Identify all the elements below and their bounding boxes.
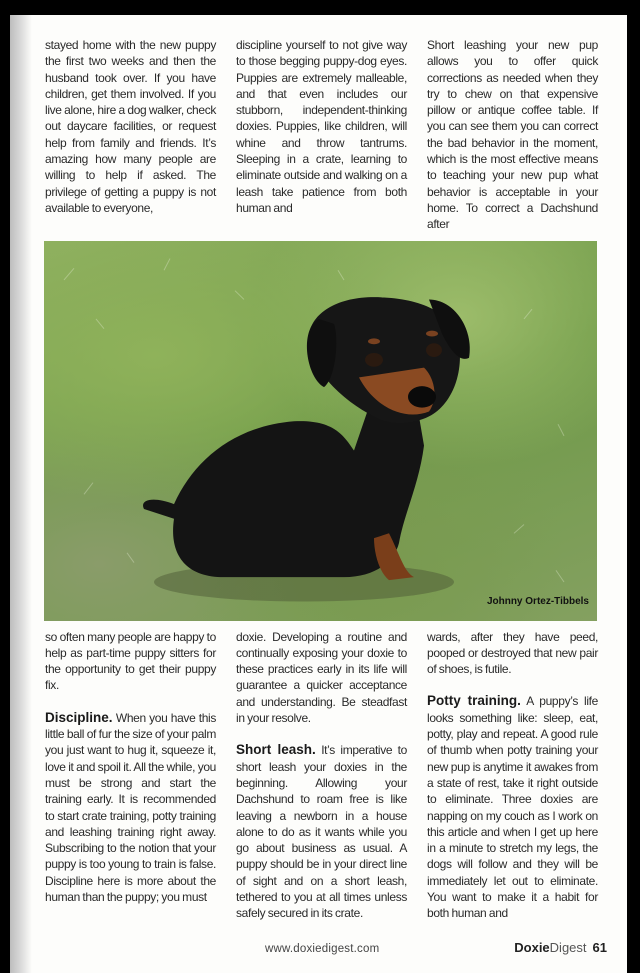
brand-bold: Doxie	[514, 939, 550, 955]
paragraph: discipline yourself to not give way to those begging puppy-dog eyes. Puppies are extremely malleable, and that even includes our stubborn, independent-thinking doxies. Puppies, like children, will whine and throw tantrums. Sleeping in a crate, learning to eliminate outside and walking on a leash take patience from both human and	[236, 38, 407, 215]
paragraph: doxie. Developing a routine and continually exposing your doxie to these practices early in its life will guarantee a quicker acceptance and understanding. Be steadfast in your resolve.	[236, 629, 407, 726]
column-3-bottom	[427, 629, 598, 922]
column-2-top	[236, 37, 407, 233]
top-columns	[45, 37, 627, 233]
dachshund-puppy-photo	[44, 241, 597, 621]
paragraph: wards, after they have peed, pooped or destroyed that new pair of shoes, is futile.	[427, 629, 598, 677]
website-url: www.doxiedigest.com	[265, 942, 380, 955]
paragraph: so often many people are happy to help as part-time puppy sitters for the opportunity to get their puppy fix.	[45, 629, 216, 693]
section-body: A puppy’s life looks something like: sleep, eat, potty, play and repeat. A good rule of thumb when potty training your new pup is anytime it awakes from a state of rest, take it right outside to eliminate. Three doxies are napping on my couch as I work on this article and when I get up here in a minute to stretch my legs, the dogs will follow and they will be immediately let out to eliminate. You want to make it a habit for both human and	[427, 694, 598, 921]
bottom-columns	[45, 629, 627, 922]
paragraph: Short leashing your new pup allows you to offer quick corrections as needed when they try to chew on that expensive pillow or antique coffee table. If you can see them you can correct the bad behavior in the moment, which is the most effective means to teaching your new pup what behavior is acceptable in your home. To correct a Dachshund after	[427, 38, 598, 232]
section-heading: Short leash.	[236, 742, 316, 758]
section-heading: Discipline.	[45, 709, 113, 725]
magazine-brand	[514, 940, 607, 955]
section-body: When you have this little ball of fur the size of your palm you just want to hug it, squeeze it, love it and spoil it. All the while, you must be strong and start the training early. It is recommended to start crate training, potty training and leashing training right away. Subscribing to the notion that your puppy is too young to train is false. Discipline here is more about the human than the puppy; you must	[45, 710, 217, 905]
binding-shadow	[10, 15, 32, 973]
section-discipline	[45, 710, 216, 906]
column-2-bottom	[236, 629, 407, 922]
section-potty-training	[427, 693, 598, 921]
column-3-top	[427, 37, 598, 233]
section-heading: Potty training.	[427, 693, 521, 709]
page-footer	[265, 940, 627, 955]
brand-light: Digest	[549, 939, 587, 955]
photo-credit: Johnny Ortez-Tibbels	[486, 595, 589, 607]
column-1-top	[45, 37, 216, 233]
page-number: 61	[592, 939, 607, 955]
section-short-leash	[236, 742, 407, 921]
paragraph: stayed home with the new puppy the first two weeks and then the husband took over. If you have children, get them involved. If you live alone, hire a dog walker, check out daycare facilities, or request help from family and friends. It’s amazing how many people are willing to help if asked. The privilege of getting a puppy is not available to everyone,	[45, 38, 216, 215]
puppy-illustration	[44, 241, 597, 621]
magazine-page	[10, 15, 627, 973]
section-body: It’s imperative to short leash your doxies in the beginning. Allowing your Dachshund to roam free is like leaving a newborn in a house alone to do as it wants while you go about business as usual. A puppy should be in your direct line of sight and on a short leash, tethered to you at all times unless safely secured in its crate.	[236, 743, 407, 921]
column-1-bottom	[45, 629, 216, 922]
